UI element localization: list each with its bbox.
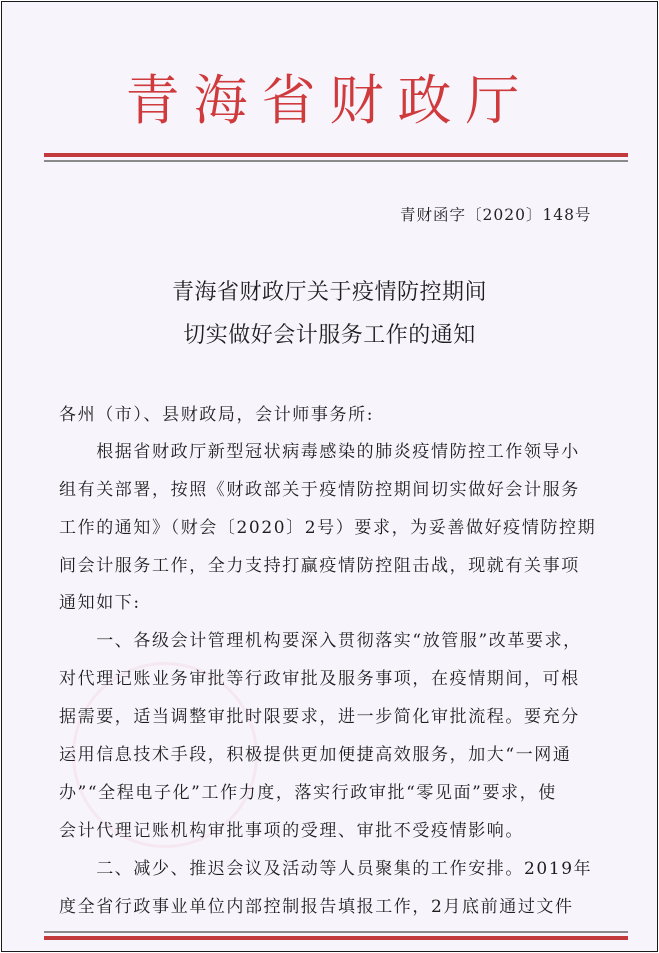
body-line: 通知如下: xyxy=(59,593,141,613)
section-one-line: 一、各级会计管理机构要深入贯彻落实“放管服”改革要求， xyxy=(59,631,582,651)
body-line: 度全省行政事业单位内部控制报告填报工作，2月底前通过文件 xyxy=(59,897,574,917)
section-two-line: 二、减少、推迟会议及活动等人员聚集的工作安排。2019年 xyxy=(59,859,593,879)
body-line: 会计代理记账机构审批事项的受理、审批不受疫情影响。 xyxy=(59,821,524,841)
body-line: 根据省财政厅新型冠状病毒感染的肺炎疫情防控工作领导小 xyxy=(59,442,580,462)
document-number: 青财函字〔2020〕148号 xyxy=(400,206,592,224)
salutation: 各州（市）、县财政局，会计师事务所: xyxy=(59,405,375,425)
masthead-title: 青海省财政厅 xyxy=(125,69,534,132)
body-line: 间会计服务工作，全力支持打赢疫情防控阻击战，现就有关事项 xyxy=(59,556,580,576)
footer-red-rule xyxy=(44,936,628,940)
header-gray-rule xyxy=(44,160,628,162)
body-line: 据需要，适当调整审批时限要求，进一步简化审批流程。要充分 xyxy=(59,707,580,727)
body-line: 运用信息技术手段，积极提供更加便捷高效服务，加大“一网通 xyxy=(59,745,572,765)
body-line: 工作的通知》（财会〔2020〕2号）要求，为妥善做好疫情防控期 xyxy=(59,518,597,538)
footer-gray-rule xyxy=(44,931,628,933)
header-red-rule xyxy=(44,153,628,157)
body-line: 对代理记账业务审批等行政审批及服务事项，在疫情期间，可根 xyxy=(59,669,580,689)
document-page xyxy=(1,1,658,952)
body-line: 组有关部署，按照《财政部关于疫情防控期间切实做好会计服务 xyxy=(59,480,580,500)
body-line: 办”“全程电子化”工作力度，落实行政审批“零见面”要求，使 xyxy=(59,783,557,803)
notice-title-line-2: 切实做好会计服务工作的通知 xyxy=(183,323,476,348)
notice-title-line-1: 青海省财政厅关于疫情防控期间 xyxy=(171,280,487,305)
